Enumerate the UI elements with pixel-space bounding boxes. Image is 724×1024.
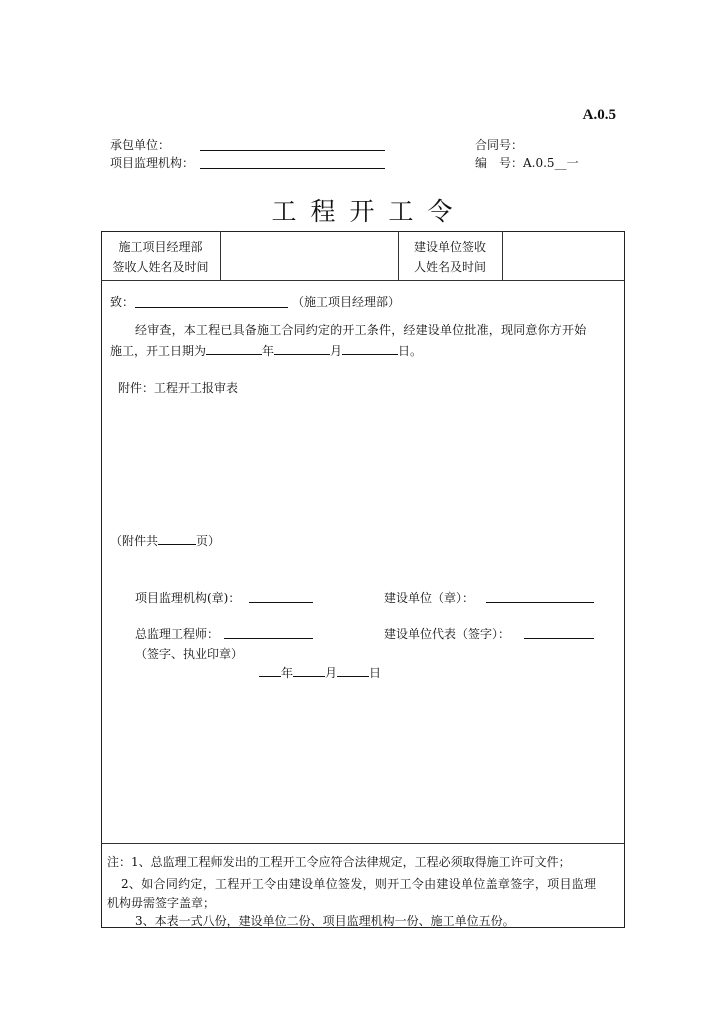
chief-engineer-label: 总监理工程师： [135,627,220,641]
supervisor-org-field[interactable] [200,168,385,169]
sign-note: （签字、执业印章） [135,647,244,661]
attachment-pages-prefix: （附件共 [110,534,159,548]
supervisor-org-label: 项目监理机构： [110,156,195,170]
sign-day-field[interactable] [337,665,369,677]
supervisor-seal-label: 项目监理机构(章)： [135,591,241,605]
attachment-pages [110,533,220,548]
paragraph-line1: 经审查，本工程已具备施工合同约定的开工条件，经建设单位批准，现同意你方开始 [135,323,587,337]
sign-day-label: 日 [369,666,382,680]
year-label: 年 [262,344,275,358]
owner-rep-field[interactable] [524,638,594,639]
divider [101,843,624,844]
owner-rep-label: 建设单位代表（签字）： [384,627,511,641]
chief-engineer-field[interactable] [224,638,313,639]
owner-seal-field[interactable] [486,602,594,603]
pm-sign-label-line2: 签收人姓名及时间 [112,260,209,274]
owner-sign-label [398,237,502,277]
note-2: 2、如合同约定，工程开工令由建设单位签发，则开工令由建设单位盖章签字，项目监理 [121,877,597,891]
owner-sign-label-line2: 人姓名及时间 [413,260,486,274]
start-day-field[interactable] [342,343,398,355]
to-suffix: （施工项目经理部） [292,295,401,309]
owner-seal-label: 建设单位（章）： [384,591,475,605]
day-label: 日。 [398,344,423,358]
to-field[interactable] [135,307,288,308]
attachment-pages-field[interactable] [158,533,196,545]
start-year-field[interactable] [206,343,262,355]
serial-no-label: 编 号：A.0.5__一 [475,156,579,170]
attachment-pages-suffix: 页） [196,534,221,548]
to-label: 致： [110,295,135,309]
form-code: A.0.5 [582,107,616,123]
sign-date [259,665,381,680]
start-date-prefix: 施工，开工日期为 [110,344,207,358]
note-1: 注：1、总监理工程师发出的工程开工令应符合法律规定，工程必须取得施工许可文件； [107,855,571,869]
sign-year-label: 年 [281,666,294,680]
sign-month-field[interactable] [293,665,325,677]
attachment-label: 附件：工程开工报审表 [118,381,239,395]
pm-sign-label [101,237,220,277]
month-label: 月 [330,344,343,358]
supervisor-seal-field[interactable] [249,602,313,603]
pm-sign-field[interactable] [221,232,397,279]
start-month-field[interactable] [274,343,330,355]
paragraph-line2 [110,343,422,358]
sign-month-label: 月 [325,666,338,680]
owner-sign-label-line1: 建设单位签收 [413,240,486,254]
note-3: 3、本表一式八份，建设单位二份、项目监理机构一份、施工单位五份。 [135,914,515,928]
pm-sign-label-line1: 施工项目经理部 [118,240,203,254]
contractor-label: 承包单位： [110,138,171,152]
sign-year-field[interactable] [259,665,281,677]
note-2-cont: 机构毋需签字盖章； [107,896,216,910]
divider [101,280,624,281]
page-title: 工程开工令 [271,197,467,226]
contractor-field[interactable] [200,150,385,151]
contract-no-label: 合同号： [475,138,524,152]
owner-sign-field[interactable] [503,232,623,279]
